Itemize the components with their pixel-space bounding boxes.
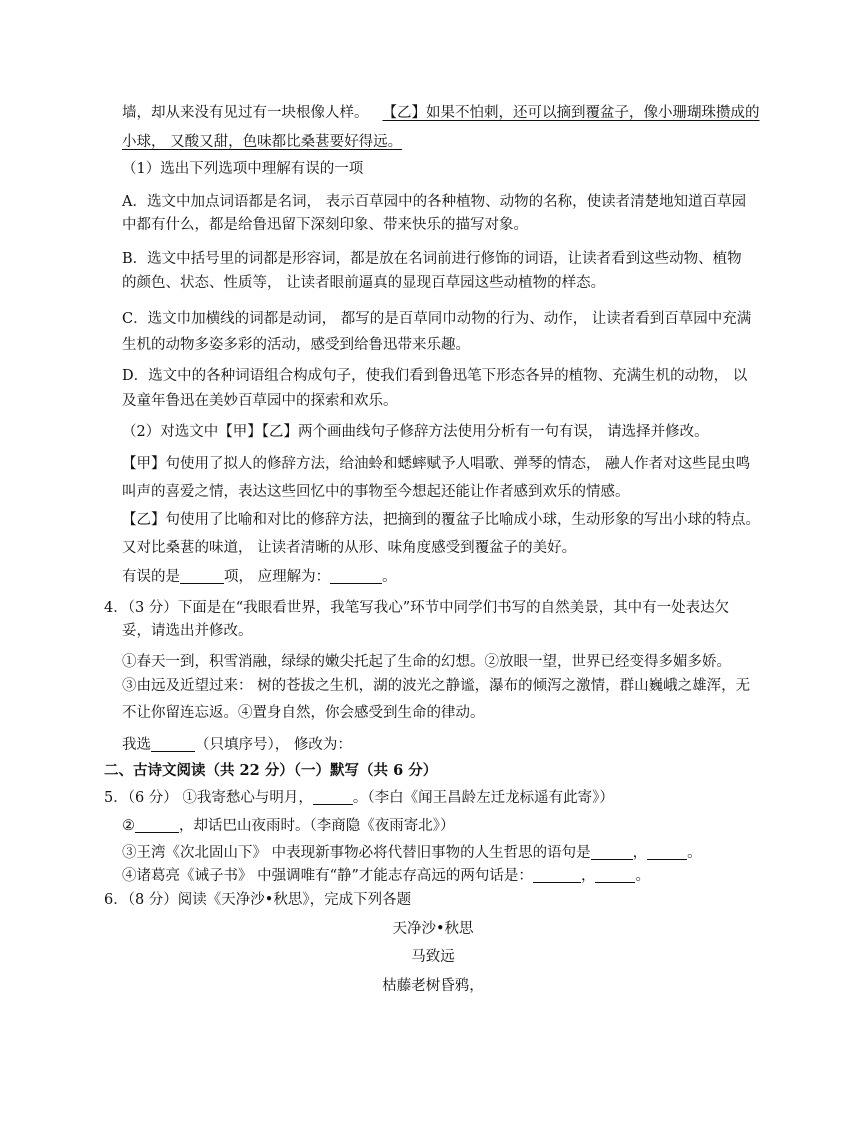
answer-blank[interactable] (313, 789, 353, 805)
answer-blank[interactable] (533, 867, 581, 883)
answer-blank[interactable] (135, 817, 179, 833)
answer-blank[interactable] (330, 568, 382, 584)
jia-analysis-line2: 叫声的喜爱之情，表达这些回忆中的事物至今想起还能让作者感到欢乐的情感。 (122, 484, 630, 500)
question-6: 6．（8 分）阅读《天净沙•秋思》，完成下列各题 (104, 892, 412, 908)
text-segment: ④诸葛亮《诫子书》 中强调唯有“静”才能志存高远的两句话是： (122, 868, 533, 884)
poem-author: 马致远 (411, 949, 455, 965)
passage-4-line1: ①春天一到，积雪消融，绿绿的嫩尖托起了生命的幻想。②放眼一望，世界已经变得多媚多娇。 (122, 654, 731, 670)
text-segment: 。 (687, 845, 702, 861)
option-a-line1: A．选文中加点词语都是名词， 表示百草园中的各种植物、动物的名称，使读者清楚地知道百草园 (122, 194, 747, 210)
text-segment: ③王湾《次北固山下》 中表现新事物必将代替旧事物的人生哲思的语句是 (122, 845, 591, 861)
option-b-line1: B．选文中括号里的词都是形容词，都是放在名词前进行修饰的词语，让读者看到这些动物、植物 (122, 251, 742, 267)
option-b-line2: 的颜色、状态、性质等， 让读者眼前逼真的显现百草园这些动植物的样态。 (122, 275, 606, 291)
text-segment: ， (632, 845, 648, 861)
question-5-line4 (122, 866, 650, 886)
answer-line-4 (122, 735, 352, 755)
option-c-line1: C．选文巾加横线的词都是动词， 都写的是百草同巾动物的行为、动作， 让读者看到百草园中充满 (122, 311, 752, 327)
underlined-sentence-yi-cont: 小球， 又酸又甜，色味都比桑葚要好得远。 (122, 134, 403, 150)
poem-line: 枯藤老树昏鸦， (382, 978, 484, 994)
jia-analysis-line1: 【甲】句使用了拟人的修辞方法，给油蛉和蟋蟀赋予人唱歌、弹琴的情态， 融人作者对这些昆虫鸣 (122, 456, 751, 472)
text-segment: ② (122, 818, 135, 834)
answer-label: 我选 (122, 737, 151, 753)
answer-blank[interactable] (591, 844, 633, 860)
section-2-heading: 二、古诗文阅读（共 22 分）（一）默写（共 6 分） (104, 762, 438, 779)
yi-analysis-line1: 【乙】句使用了比喻和对比的修辞方法，把摘到的覆盆子比喻成小球，生动形象的写出小球的特点。 (122, 512, 760, 528)
question-5-line1 (104, 788, 614, 808)
text-segment: 。（李白《闻王昌龄左迁龙标遥有此寄》） (352, 790, 614, 806)
passage-4-line2: ③由远及近望过来： 树的苍拔之生机，湖的波光之静谧，瀑布的倾泻之激情，群山巍峨之雄浑，无 (122, 678, 751, 694)
question-2: （2）对选文中【甲】【乙】两个画曲线句子修辞方法使用分析有一句有误， 请选择并修改。 (122, 424, 709, 440)
question-4-line2: 妥，请选出并修改。 (122, 623, 253, 639)
poem-title: 天净沙•秋思 (392, 921, 474, 937)
answer-blank[interactable] (595, 867, 635, 883)
text-segment: ，却话巴山夜雨时。（李商隐《夜雨寄北》） (179, 818, 455, 834)
option-d-line1: D．选文中的各种词语组合构成句子，使我们看到鲁迅笔下形态各异的植物、充满生机的动物， 以 (122, 368, 748, 384)
text-line (122, 103, 760, 123)
underlined-sentence-yi: 【乙】如果不怕刺，还可以摘到覆盆子，像小珊瑚珠攒成的 (382, 105, 760, 121)
answer-label: （只填序号）， 修改为： (195, 737, 352, 753)
answer-blank[interactable] (151, 736, 195, 752)
text-segment: ， (580, 868, 596, 884)
text-segment: 。 (635, 868, 650, 884)
text-segment: 5．（6 分） ①我寄愁心与明月， (104, 790, 313, 806)
question-4-line1: 4．（3 分）下面是在“我眼看世界，我笔写我心”环节中同学们书写的自然美景，其中有一处表达欠 (104, 600, 730, 616)
yi-analysis-line2: 又对比桑葚的味道， 让读者清晰的从形、味角度感受到覆盆子的美好。 (122, 540, 577, 556)
answer-blank[interactable] (180, 568, 224, 584)
answer-blank[interactable] (647, 844, 687, 860)
question-5-line3 (122, 843, 702, 863)
answer-line-2 (122, 567, 397, 587)
question-1: （1）选出下列选项中理解有误的一项 (122, 161, 364, 177)
option-a-line2: 中都有什么，都是给鲁迅留下深刻印象、带来快乐的描写对象。 (122, 217, 528, 233)
passage-4-line3: 不让你留连忘返。④置身自然，你会感受到生命的律动。 (122, 705, 485, 721)
answer-end: 。 (382, 569, 397, 585)
question-5-line2 (122, 816, 455, 836)
answer-label: 项， 应理解为： (224, 569, 331, 585)
answer-label: 有误的是 (122, 569, 180, 585)
option-d-line2: 及童年鲁迅在美妙百草园中的探索和欢乐。 (122, 393, 398, 409)
option-c-line2: 生机的动物多姿多彩的活动，感受到给鲁迅带来乐趣。 (122, 337, 470, 353)
text-segment: 墙，却从来没有见过有一块根像人样。 (122, 105, 369, 121)
